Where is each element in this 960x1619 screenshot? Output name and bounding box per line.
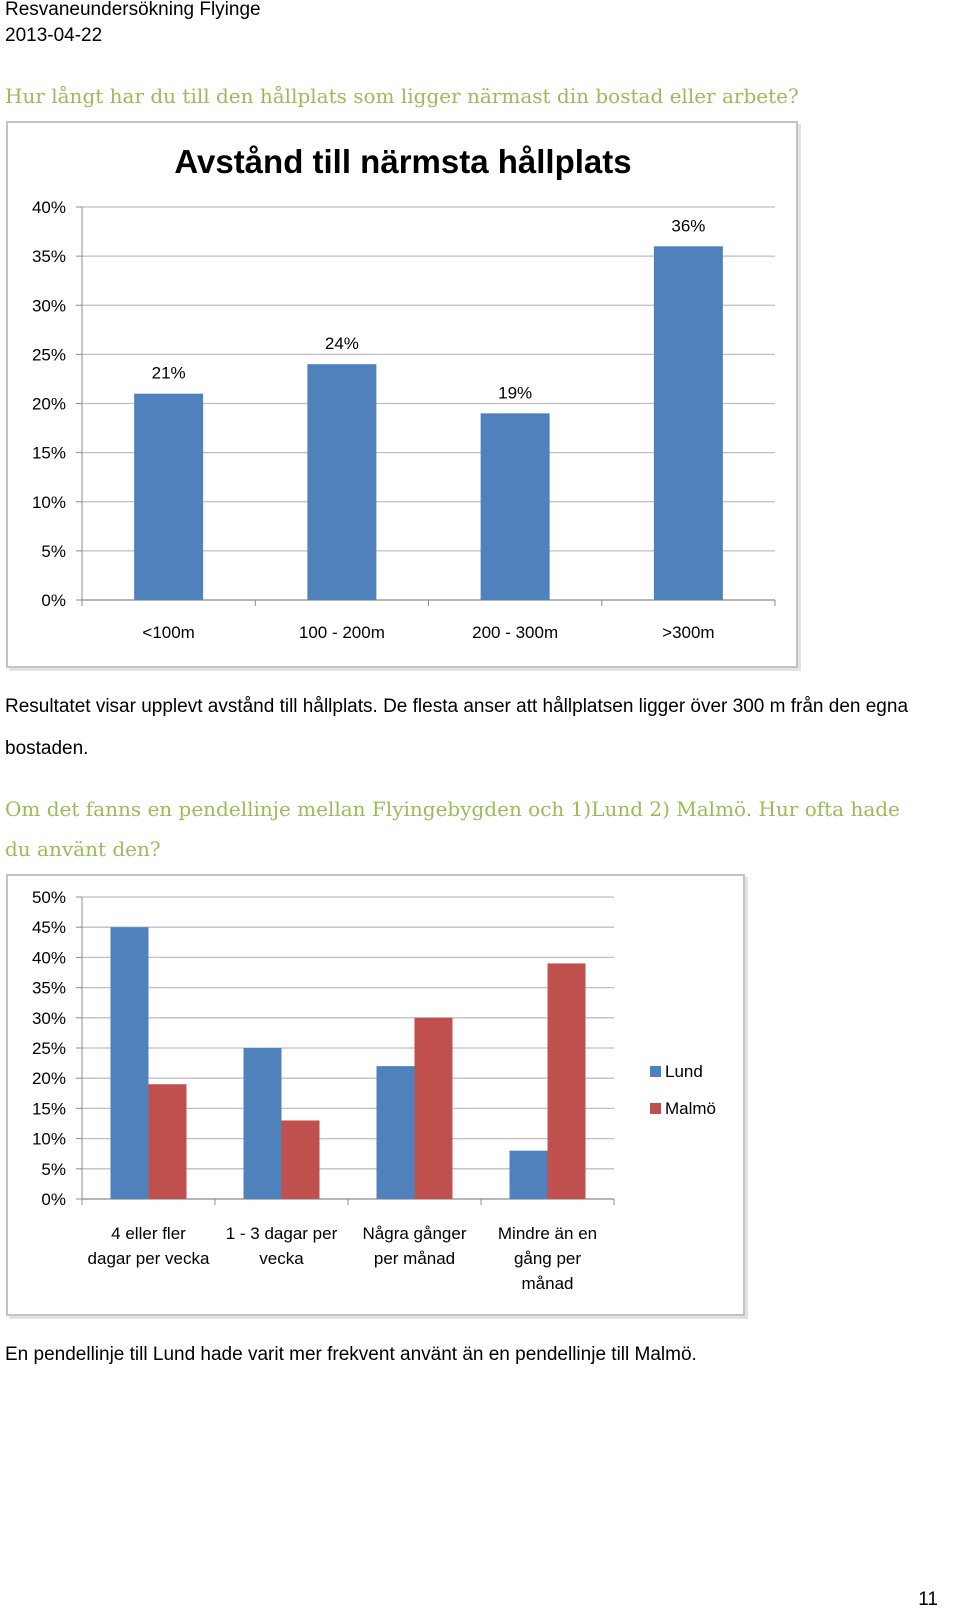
y-tick-label: 10% [31,492,66,512]
legend-swatch [650,1066,661,1077]
y-tick-label: 5% [41,1159,66,1179]
bar-lund [244,1048,282,1199]
question-1: Hur långt har du till den hållplats som ligger närmast din bostad eller arbete? [5,84,799,108]
data-label: 21% [151,363,186,383]
legend-swatch [650,1103,661,1114]
document-title: Resvaneundersökning Flyinge [5,0,261,20]
bar [134,394,203,600]
bar [481,413,550,600]
y-tick-label: 30% [31,296,66,316]
frequency-chart-svg [8,876,743,1314]
y-tick-label: 35% [31,247,66,267]
x-tick-label: Mindre än en [497,1224,598,1243]
data-label: 36% [671,216,706,236]
x-tick-label: 100 - 200m [298,623,385,642]
y-tick-label: 50% [31,888,66,907]
bar [307,364,376,600]
y-tick-label: 20% [31,1069,66,1089]
x-tick-label: per månad [373,1249,456,1268]
x-tick-label: 200 - 300m [472,623,559,642]
frequency-chart [6,874,745,1316]
bar-malmo [548,963,586,1199]
y-tick-label: 35% [31,978,66,998]
distance-chart [6,121,798,668]
bar-malmo [415,1018,453,1199]
bar-malmo [149,1084,187,1199]
x-tick-label: gång per [513,1249,582,1268]
x-tick-label: 1 - 3 dagar per [225,1224,338,1243]
y-tick-label: 25% [31,345,66,365]
y-tick-label: 30% [31,1008,66,1028]
x-tick-label: dagar per vecka [87,1249,210,1268]
y-tick-label: 40% [31,948,66,968]
data-label: 19% [498,383,533,403]
x-tick-label: <100m [142,623,195,642]
bar-lund [510,1151,548,1199]
bar [654,246,723,600]
y-tick-label: 40% [31,198,66,217]
y-tick-label: 0% [41,1190,66,1209]
y-tick-label: 15% [31,443,66,463]
y-tick-label: 10% [31,1129,66,1149]
distance-chart-svg [8,123,796,666]
y-tick-label: 5% [41,541,66,561]
y-tick-label: 25% [31,1039,66,1058]
x-tick-label: 4 eller fler [111,1224,186,1243]
x-tick-label: >300m [662,623,715,642]
data-label: 24% [324,334,359,354]
bar-lund [377,1066,415,1199]
document-date: 2013-04-22 [5,25,103,46]
chart-title: Avstånd till närmsta hållplats [174,143,632,180]
bar-lund [111,927,149,1199]
x-tick-label: månad [521,1274,574,1293]
question-2: Om det fanns en pendellinje mellan Flyingebygden och 1)Lund 2) Malmö. Hur ofta hade du använt den? [5,797,900,861]
bar-malmo [282,1120,320,1199]
y-tick-label: 20% [31,394,66,414]
x-tick-label: Några gånger [362,1224,467,1243]
legend-label: Malmö [665,1099,717,1118]
y-tick-label: 0% [41,591,66,610]
legend-label: Lund [665,1062,703,1081]
x-tick-label: vecka [259,1249,304,1268]
y-tick-label: 45% [31,918,66,938]
result-text-2: En pendellinje till Lund hade varit mer frekvent använt än en pendellinje till Malmö. [5,1344,697,1365]
page-number: 11 [918,1589,938,1610]
result-text-1: Resultatet visar upplevt avstånd till hållplats. De flesta anser att hållplatsen ligger över 300 m från den egna bostaden. [5,696,909,759]
y-tick-label: 15% [31,1099,66,1119]
